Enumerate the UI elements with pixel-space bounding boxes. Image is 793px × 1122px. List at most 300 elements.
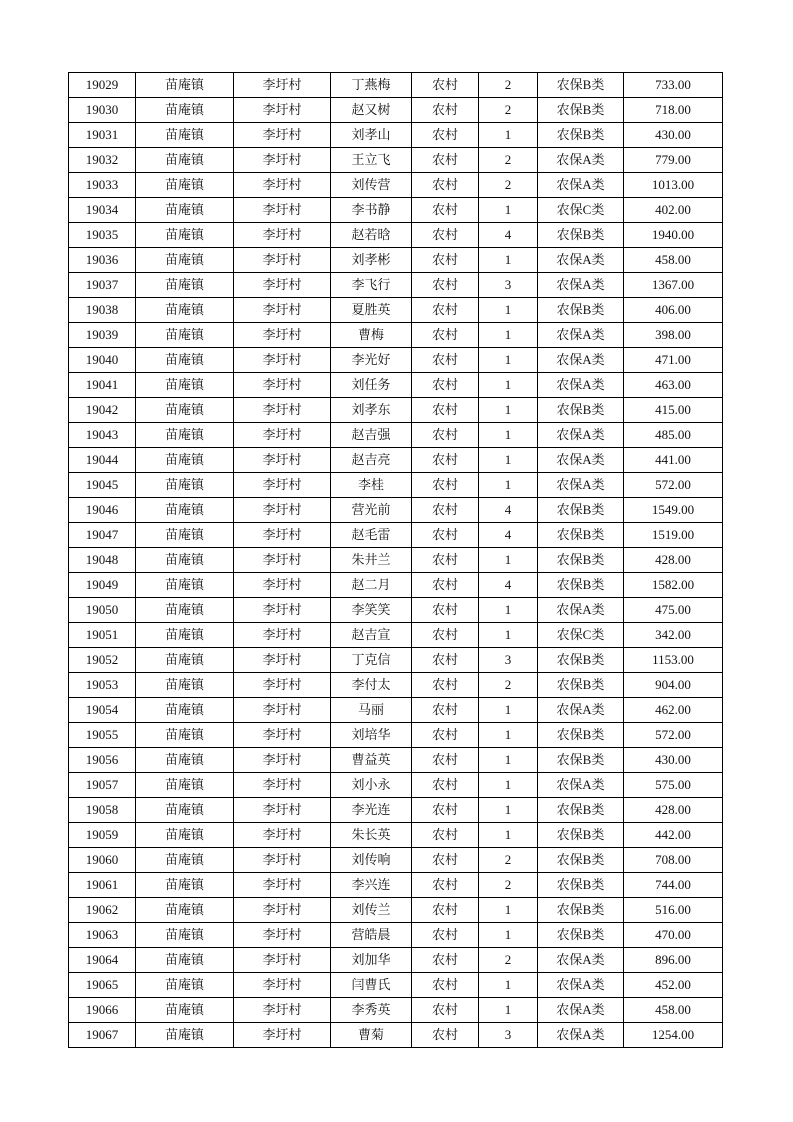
table-row bbox=[69, 523, 723, 548]
id-cell: 19037 bbox=[69, 273, 136, 298]
table-row bbox=[69, 823, 723, 848]
household-size-cell: 4 bbox=[479, 523, 538, 548]
insurance-category-cell: 农保A类 bbox=[538, 323, 624, 348]
household-size-cell: 1 bbox=[479, 623, 538, 648]
amount-cell: 406.00 bbox=[624, 298, 723, 323]
village-cell: 李圩村 bbox=[234, 798, 331, 823]
town-cell: 苗庵镇 bbox=[136, 623, 234, 648]
household-size-cell: 1 bbox=[479, 998, 538, 1023]
insurance-category-cell: 农保B类 bbox=[538, 123, 624, 148]
table-row bbox=[69, 273, 723, 298]
name-cell: 闫曹氏 bbox=[331, 973, 412, 998]
village-cell: 李圩村 bbox=[234, 873, 331, 898]
town-cell: 苗庵镇 bbox=[136, 398, 234, 423]
name-cell: 刘传兰 bbox=[331, 898, 412, 923]
area-type-cell: 农村 bbox=[412, 623, 479, 648]
amount-cell: 458.00 bbox=[624, 248, 723, 273]
household-size-cell: 1 bbox=[479, 398, 538, 423]
household-size-cell: 1 bbox=[479, 348, 538, 373]
insurance-category-cell: 农保A类 bbox=[538, 248, 624, 273]
amount-cell: 470.00 bbox=[624, 923, 723, 948]
household-size-cell: 4 bbox=[479, 573, 538, 598]
table-row bbox=[69, 548, 723, 573]
town-cell: 苗庵镇 bbox=[136, 423, 234, 448]
name-cell: 刘加华 bbox=[331, 948, 412, 973]
household-size-cell: 1 bbox=[479, 423, 538, 448]
village-cell: 李圩村 bbox=[234, 473, 331, 498]
area-type-cell: 农村 bbox=[412, 648, 479, 673]
amount-cell: 441.00 bbox=[624, 448, 723, 473]
insurance-category-cell: 农保B类 bbox=[538, 873, 624, 898]
table-row bbox=[69, 148, 723, 173]
insurance-category-cell: 农保A类 bbox=[538, 373, 624, 398]
id-cell: 19048 bbox=[69, 548, 136, 573]
id-cell: 19055 bbox=[69, 723, 136, 748]
amount-cell: 442.00 bbox=[624, 823, 723, 848]
amount-cell: 428.00 bbox=[624, 798, 723, 823]
amount-cell: 1549.00 bbox=[624, 498, 723, 523]
area-type-cell: 农村 bbox=[412, 973, 479, 998]
household-size-cell: 2 bbox=[479, 848, 538, 873]
id-cell: 19059 bbox=[69, 823, 136, 848]
name-cell: 李付太 bbox=[331, 673, 412, 698]
amount-cell: 1519.00 bbox=[624, 523, 723, 548]
name-cell: 刘孝彬 bbox=[331, 248, 412, 273]
area-type-cell: 农村 bbox=[412, 248, 479, 273]
village-cell: 李圩村 bbox=[234, 773, 331, 798]
amount-cell: 572.00 bbox=[624, 723, 723, 748]
town-cell: 苗庵镇 bbox=[136, 523, 234, 548]
town-cell: 苗庵镇 bbox=[136, 298, 234, 323]
insurance-category-cell: 农保B类 bbox=[538, 823, 624, 848]
insurance-category-cell: 农保B类 bbox=[538, 223, 624, 248]
id-cell: 19041 bbox=[69, 373, 136, 398]
village-cell: 李圩村 bbox=[234, 348, 331, 373]
town-cell: 苗庵镇 bbox=[136, 173, 234, 198]
area-type-cell: 农村 bbox=[412, 923, 479, 948]
area-type-cell: 农村 bbox=[412, 123, 479, 148]
area-type-cell: 农村 bbox=[412, 398, 479, 423]
household-size-cell: 2 bbox=[479, 73, 538, 98]
household-size-cell: 2 bbox=[479, 148, 538, 173]
village-cell: 李圩村 bbox=[234, 423, 331, 448]
table-row bbox=[69, 323, 723, 348]
name-cell: 李兴连 bbox=[331, 873, 412, 898]
area-type-cell: 农村 bbox=[412, 773, 479, 798]
name-cell: 赵吉亮 bbox=[331, 448, 412, 473]
town-cell: 苗庵镇 bbox=[136, 873, 234, 898]
table-row bbox=[69, 698, 723, 723]
name-cell: 刘任务 bbox=[331, 373, 412, 398]
insurance-category-cell: 农保B类 bbox=[538, 398, 624, 423]
amount-cell: 1013.00 bbox=[624, 173, 723, 198]
id-cell: 19046 bbox=[69, 498, 136, 523]
name-cell: 刘培华 bbox=[331, 723, 412, 748]
village-cell: 李圩村 bbox=[234, 723, 331, 748]
amount-cell: 904.00 bbox=[624, 673, 723, 698]
table-row bbox=[69, 298, 723, 323]
id-cell: 19036 bbox=[69, 248, 136, 273]
id-cell: 19049 bbox=[69, 573, 136, 598]
name-cell: 赵若晗 bbox=[331, 223, 412, 248]
name-cell: 刘孝东 bbox=[331, 398, 412, 423]
id-cell: 19057 bbox=[69, 773, 136, 798]
amount-cell: 415.00 bbox=[624, 398, 723, 423]
village-cell: 李圩村 bbox=[234, 598, 331, 623]
area-type-cell: 农村 bbox=[412, 998, 479, 1023]
name-cell: 赵又树 bbox=[331, 98, 412, 123]
name-cell: 朱长英 bbox=[331, 823, 412, 848]
amount-cell: 708.00 bbox=[624, 848, 723, 873]
id-cell: 19034 bbox=[69, 198, 136, 223]
town-cell: 苗庵镇 bbox=[136, 548, 234, 573]
town-cell: 苗庵镇 bbox=[136, 673, 234, 698]
id-cell: 19060 bbox=[69, 848, 136, 873]
household-size-cell: 1 bbox=[479, 598, 538, 623]
household-size-cell: 1 bbox=[479, 548, 538, 573]
name-cell: 赵吉强 bbox=[331, 423, 412, 448]
insurance-category-cell: 农保B类 bbox=[538, 923, 624, 948]
area-type-cell: 农村 bbox=[412, 98, 479, 123]
id-cell: 19066 bbox=[69, 998, 136, 1023]
amount-cell: 462.00 bbox=[624, 698, 723, 723]
id-cell: 19044 bbox=[69, 448, 136, 473]
id-cell: 19058 bbox=[69, 798, 136, 823]
amount-cell: 428.00 bbox=[624, 548, 723, 573]
table-row bbox=[69, 1023, 723, 1048]
area-type-cell: 农村 bbox=[412, 198, 479, 223]
name-cell: 李飞行 bbox=[331, 273, 412, 298]
name-cell: 赵毛雷 bbox=[331, 523, 412, 548]
household-size-cell: 4 bbox=[479, 223, 538, 248]
insurance-category-cell: 农保A类 bbox=[538, 348, 624, 373]
table-row bbox=[69, 848, 723, 873]
area-type-cell: 农村 bbox=[412, 273, 479, 298]
village-cell: 李圩村 bbox=[234, 498, 331, 523]
area-type-cell: 农村 bbox=[412, 723, 479, 748]
amount-cell: 1153.00 bbox=[624, 648, 723, 673]
insurance-category-cell: 农保A类 bbox=[538, 948, 624, 973]
table-row bbox=[69, 498, 723, 523]
amount-cell: 398.00 bbox=[624, 323, 723, 348]
town-cell: 苗庵镇 bbox=[136, 223, 234, 248]
village-cell: 李圩村 bbox=[234, 1023, 331, 1048]
amount-cell: 342.00 bbox=[624, 623, 723, 648]
area-type-cell: 农村 bbox=[412, 748, 479, 773]
amount-cell: 733.00 bbox=[624, 73, 723, 98]
amount-cell: 779.00 bbox=[624, 148, 723, 173]
name-cell: 李秀英 bbox=[331, 998, 412, 1023]
name-cell: 刘小永 bbox=[331, 773, 412, 798]
table-row bbox=[69, 873, 723, 898]
insurance-category-cell: 农保B类 bbox=[538, 648, 624, 673]
area-type-cell: 农村 bbox=[412, 298, 479, 323]
household-size-cell: 2 bbox=[479, 98, 538, 123]
insurance-category-cell: 农保B类 bbox=[538, 898, 624, 923]
insurance-category-cell: 农保B类 bbox=[538, 523, 624, 548]
town-cell: 苗庵镇 bbox=[136, 898, 234, 923]
area-type-cell: 农村 bbox=[412, 373, 479, 398]
area-type-cell: 农村 bbox=[412, 948, 479, 973]
name-cell: 曹菊 bbox=[331, 1023, 412, 1048]
village-cell: 李圩村 bbox=[234, 673, 331, 698]
village-cell: 李圩村 bbox=[234, 98, 331, 123]
area-type-cell: 农村 bbox=[412, 73, 479, 98]
name-cell: 李笑笑 bbox=[331, 598, 412, 623]
amount-cell: 471.00 bbox=[624, 348, 723, 373]
area-type-cell: 农村 bbox=[412, 448, 479, 473]
household-size-cell: 1 bbox=[479, 448, 538, 473]
town-cell: 苗庵镇 bbox=[136, 373, 234, 398]
amount-cell: 475.00 bbox=[624, 598, 723, 623]
village-cell: 李圩村 bbox=[234, 823, 331, 848]
id-cell: 19052 bbox=[69, 648, 136, 673]
amount-cell: 1940.00 bbox=[624, 223, 723, 248]
name-cell: 刘孝山 bbox=[331, 123, 412, 148]
household-size-cell: 4 bbox=[479, 498, 538, 523]
town-cell: 苗庵镇 bbox=[136, 498, 234, 523]
id-cell: 19050 bbox=[69, 598, 136, 623]
table-row bbox=[69, 773, 723, 798]
name-cell: 李书静 bbox=[331, 198, 412, 223]
town-cell: 苗庵镇 bbox=[136, 748, 234, 773]
household-size-cell: 1 bbox=[479, 798, 538, 823]
name-cell: 夏胜英 bbox=[331, 298, 412, 323]
insurance-category-cell: 农保B类 bbox=[538, 798, 624, 823]
amount-cell: 575.00 bbox=[624, 773, 723, 798]
household-size-cell: 2 bbox=[479, 873, 538, 898]
table-row bbox=[69, 723, 723, 748]
village-cell: 李圩村 bbox=[234, 573, 331, 598]
name-cell: 赵吉宣 bbox=[331, 623, 412, 648]
id-cell: 19033 bbox=[69, 173, 136, 198]
town-cell: 苗庵镇 bbox=[136, 823, 234, 848]
town-cell: 苗庵镇 bbox=[136, 248, 234, 273]
table-row bbox=[69, 998, 723, 1023]
household-size-cell: 1 bbox=[479, 373, 538, 398]
town-cell: 苗庵镇 bbox=[136, 598, 234, 623]
id-cell: 19030 bbox=[69, 98, 136, 123]
area-type-cell: 农村 bbox=[412, 323, 479, 348]
insurance-category-cell: 农保A类 bbox=[538, 473, 624, 498]
id-cell: 19051 bbox=[69, 623, 136, 648]
household-size-cell: 1 bbox=[479, 823, 538, 848]
table-row bbox=[69, 798, 723, 823]
area-type-cell: 农村 bbox=[412, 173, 479, 198]
area-type-cell: 农村 bbox=[412, 798, 479, 823]
table-row bbox=[69, 123, 723, 148]
area-type-cell: 农村 bbox=[412, 348, 479, 373]
insurance-category-cell: 农保A类 bbox=[538, 1023, 624, 1048]
amount-cell: 1582.00 bbox=[624, 573, 723, 598]
town-cell: 苗庵镇 bbox=[136, 973, 234, 998]
table-row bbox=[69, 623, 723, 648]
id-cell: 19053 bbox=[69, 673, 136, 698]
insurance-category-cell: 农保B类 bbox=[538, 498, 624, 523]
area-type-cell: 农村 bbox=[412, 473, 479, 498]
insurance-category-cell: 农保B类 bbox=[538, 848, 624, 873]
name-cell: 刘传响 bbox=[331, 848, 412, 873]
insurance-category-cell: 农保A类 bbox=[538, 173, 624, 198]
household-size-cell: 2 bbox=[479, 948, 538, 973]
table-row bbox=[69, 898, 723, 923]
id-cell: 19035 bbox=[69, 223, 136, 248]
insurance-category-cell: 农保A类 bbox=[538, 773, 624, 798]
village-cell: 李圩村 bbox=[234, 648, 331, 673]
village-cell: 李圩村 bbox=[234, 223, 331, 248]
amount-cell: 896.00 bbox=[624, 948, 723, 973]
area-type-cell: 农村 bbox=[412, 873, 479, 898]
household-size-cell: 3 bbox=[479, 648, 538, 673]
id-cell: 19061 bbox=[69, 873, 136, 898]
insurance-category-cell: 农保A类 bbox=[538, 598, 624, 623]
village-cell: 李圩村 bbox=[234, 398, 331, 423]
insurance-category-cell: 农保B类 bbox=[538, 573, 624, 598]
household-size-cell: 1 bbox=[479, 698, 538, 723]
id-cell: 19029 bbox=[69, 73, 136, 98]
area-type-cell: 农村 bbox=[412, 673, 479, 698]
insurance-category-cell: 农保A类 bbox=[538, 148, 624, 173]
household-size-cell: 1 bbox=[479, 723, 538, 748]
town-cell: 苗庵镇 bbox=[136, 348, 234, 373]
name-cell: 营光前 bbox=[331, 498, 412, 523]
town-cell: 苗庵镇 bbox=[136, 998, 234, 1023]
household-size-cell: 1 bbox=[479, 323, 538, 348]
id-cell: 19062 bbox=[69, 898, 136, 923]
village-cell: 李圩村 bbox=[234, 748, 331, 773]
area-type-cell: 农村 bbox=[412, 698, 479, 723]
household-size-cell: 1 bbox=[479, 923, 538, 948]
name-cell: 曹梅 bbox=[331, 323, 412, 348]
area-type-cell: 农村 bbox=[412, 523, 479, 548]
insurance-category-cell: 农保C类 bbox=[538, 198, 624, 223]
table-row bbox=[69, 573, 723, 598]
household-size-cell: 1 bbox=[479, 973, 538, 998]
area-type-cell: 农村 bbox=[412, 848, 479, 873]
table-row bbox=[69, 248, 723, 273]
id-cell: 19064 bbox=[69, 948, 136, 973]
village-cell: 李圩村 bbox=[234, 623, 331, 648]
amount-cell: 718.00 bbox=[624, 98, 723, 123]
amount-cell: 744.00 bbox=[624, 873, 723, 898]
area-type-cell: 农村 bbox=[412, 498, 479, 523]
amount-cell: 430.00 bbox=[624, 123, 723, 148]
insurance-category-cell: 农保A类 bbox=[538, 273, 624, 298]
household-size-cell: 3 bbox=[479, 1023, 538, 1048]
name-cell: 李光好 bbox=[331, 348, 412, 373]
town-cell: 苗庵镇 bbox=[136, 723, 234, 748]
name-cell: 刘传营 bbox=[331, 173, 412, 198]
name-cell: 丁燕梅 bbox=[331, 73, 412, 98]
insurance-category-cell: 农保B类 bbox=[538, 98, 624, 123]
table-row bbox=[69, 923, 723, 948]
village-cell: 李圩村 bbox=[234, 298, 331, 323]
town-cell: 苗庵镇 bbox=[136, 573, 234, 598]
town-cell: 苗庵镇 bbox=[136, 648, 234, 673]
village-cell: 李圩村 bbox=[234, 173, 331, 198]
village-cell: 李圩村 bbox=[234, 698, 331, 723]
area-type-cell: 农村 bbox=[412, 598, 479, 623]
table-row bbox=[69, 198, 723, 223]
village-cell: 李圩村 bbox=[234, 548, 331, 573]
amount-cell: 430.00 bbox=[624, 748, 723, 773]
household-size-cell: 2 bbox=[479, 673, 538, 698]
table-row bbox=[69, 373, 723, 398]
town-cell: 苗庵镇 bbox=[136, 98, 234, 123]
name-cell: 马丽 bbox=[331, 698, 412, 723]
name-cell: 朱井兰 bbox=[331, 548, 412, 573]
town-cell: 苗庵镇 bbox=[136, 1023, 234, 1048]
insurance-category-cell: 农保A类 bbox=[538, 448, 624, 473]
town-cell: 苗庵镇 bbox=[136, 923, 234, 948]
village-cell: 李圩村 bbox=[234, 448, 331, 473]
insurance-category-cell: 农保B类 bbox=[538, 73, 624, 98]
area-type-cell: 农村 bbox=[412, 423, 479, 448]
village-cell: 李圩村 bbox=[234, 523, 331, 548]
name-cell: 李光连 bbox=[331, 798, 412, 823]
insurance-category-cell: 农保B类 bbox=[538, 748, 624, 773]
town-cell: 苗庵镇 bbox=[136, 323, 234, 348]
village-cell: 李圩村 bbox=[234, 373, 331, 398]
id-cell: 19054 bbox=[69, 698, 136, 723]
household-size-cell: 1 bbox=[479, 298, 538, 323]
household-size-cell: 1 bbox=[479, 773, 538, 798]
household-size-cell: 1 bbox=[479, 123, 538, 148]
household-size-cell: 1 bbox=[479, 748, 538, 773]
household-size-cell: 1 bbox=[479, 198, 538, 223]
table-row bbox=[69, 973, 723, 998]
table-row bbox=[69, 673, 723, 698]
town-cell: 苗庵镇 bbox=[136, 273, 234, 298]
insurance-category-cell: 农保A类 bbox=[538, 423, 624, 448]
town-cell: 苗庵镇 bbox=[136, 73, 234, 98]
id-cell: 19056 bbox=[69, 748, 136, 773]
table-row bbox=[69, 648, 723, 673]
village-cell: 李圩村 bbox=[234, 898, 331, 923]
village-cell: 李圩村 bbox=[234, 323, 331, 348]
area-type-cell: 农村 bbox=[412, 1023, 479, 1048]
amount-cell: 463.00 bbox=[624, 373, 723, 398]
table-row bbox=[69, 173, 723, 198]
town-cell: 苗庵镇 bbox=[136, 848, 234, 873]
village-cell: 李圩村 bbox=[234, 248, 331, 273]
insurance-category-cell: 农保A类 bbox=[538, 998, 624, 1023]
town-cell: 苗庵镇 bbox=[136, 798, 234, 823]
id-cell: 19043 bbox=[69, 423, 136, 448]
village-cell: 李圩村 bbox=[234, 973, 331, 998]
area-type-cell: 农村 bbox=[412, 573, 479, 598]
household-size-cell: 1 bbox=[479, 473, 538, 498]
name-cell: 赵二月 bbox=[331, 573, 412, 598]
table-row bbox=[69, 948, 723, 973]
town-cell: 苗庵镇 bbox=[136, 123, 234, 148]
amount-cell: 572.00 bbox=[624, 473, 723, 498]
town-cell: 苗庵镇 bbox=[136, 773, 234, 798]
id-cell: 19038 bbox=[69, 298, 136, 323]
area-type-cell: 农村 bbox=[412, 898, 479, 923]
village-cell: 李圩村 bbox=[234, 273, 331, 298]
insurance-category-cell: 农保B类 bbox=[538, 298, 624, 323]
amount-cell: 402.00 bbox=[624, 198, 723, 223]
amount-cell: 458.00 bbox=[624, 998, 723, 1023]
area-type-cell: 农村 bbox=[412, 548, 479, 573]
area-type-cell: 农村 bbox=[412, 148, 479, 173]
village-cell: 李圩村 bbox=[234, 198, 331, 223]
village-cell: 李圩村 bbox=[234, 148, 331, 173]
insurance-category-cell: 农保B类 bbox=[538, 673, 624, 698]
table-row bbox=[69, 73, 723, 98]
insurance-category-cell: 农保B类 bbox=[538, 723, 624, 748]
